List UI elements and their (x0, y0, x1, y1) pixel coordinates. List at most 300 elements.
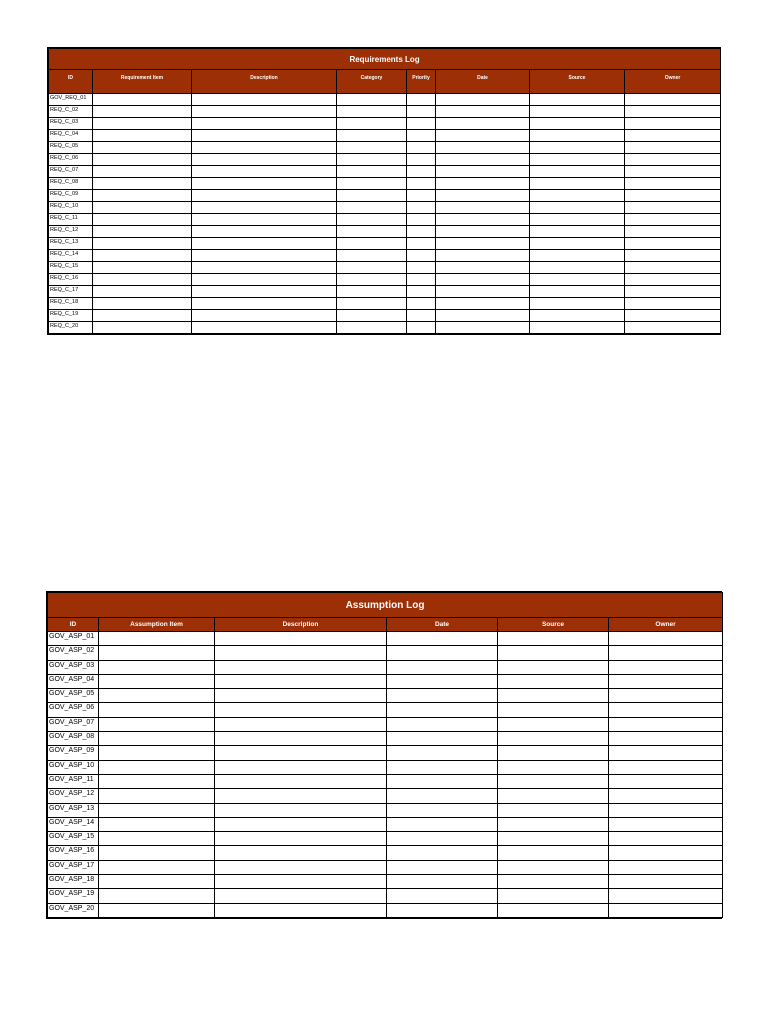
assumption-cell[interactable] (609, 746, 723, 760)
requirements-cell[interactable] (192, 214, 337, 226)
requirements-cell[interactable] (192, 286, 337, 298)
assumption-cell[interactable] (609, 760, 723, 774)
requirements-cell[interactable] (93, 130, 192, 142)
assumption-cell[interactable] (498, 632, 609, 646)
requirements-cell[interactable] (530, 214, 625, 226)
table-row (49, 190, 721, 202)
requirements-cell[interactable] (625, 310, 721, 322)
requirements-cell[interactable] (436, 274, 530, 286)
requirements-id-cell[interactable]: REQ_C_06 (49, 154, 93, 166)
assumption-id-cell[interactable]: GOV_ASP_05 (48, 689, 99, 703)
requirements-cell[interactable] (192, 226, 337, 238)
requirements-cell[interactable] (93, 238, 192, 250)
assumption-cell[interactable] (99, 674, 215, 688)
requirements-cell[interactable] (337, 154, 407, 166)
requirements-cell[interactable] (192, 142, 337, 154)
requirements-cell[interactable] (530, 322, 625, 334)
requirements-cell[interactable] (192, 154, 337, 166)
assumption-cell[interactable] (498, 832, 609, 846)
assumption-id-cell[interactable]: GOV_ASP_06 (48, 703, 99, 717)
requirements-cell[interactable] (625, 106, 721, 118)
requirements-cell[interactable] (530, 154, 625, 166)
assumption-cell[interactable] (498, 760, 609, 774)
requirements-cell[interactable] (625, 202, 721, 214)
requirements-cell[interactable] (407, 202, 436, 214)
requirements-cell[interactable] (407, 274, 436, 286)
assumption-id-cell[interactable]: GOV_ASP_02 (48, 646, 99, 660)
assumption-id-cell[interactable]: GOV_ASP_16 (48, 846, 99, 860)
assumption-cell[interactable] (215, 674, 387, 688)
requirements-cell[interactable] (192, 262, 337, 274)
requirements-cell[interactable] (407, 298, 436, 310)
requirements-cell[interactable] (407, 322, 436, 334)
requirements-cell[interactable] (93, 154, 192, 166)
requirements-cell[interactable] (436, 106, 530, 118)
requirements-cell[interactable] (93, 310, 192, 322)
requirements-cell[interactable] (407, 154, 436, 166)
assumption-cell[interactable] (99, 789, 215, 803)
requirements-cell[interactable] (192, 118, 337, 130)
assumption-column-header: Owner (609, 618, 723, 632)
assumption-cell[interactable] (387, 789, 498, 803)
assumption-cell[interactable] (609, 774, 723, 788)
requirements-cell[interactable] (530, 238, 625, 250)
requirements-cell[interactable] (530, 118, 625, 130)
requirements-cell[interactable] (625, 142, 721, 154)
requirements-cell[interactable] (337, 166, 407, 178)
assumption-cell[interactable] (215, 732, 387, 746)
requirements-cell[interactable] (93, 142, 192, 154)
assumption-cell[interactable] (609, 646, 723, 660)
requirements-id-cell[interactable]: REQ_C_10 (49, 202, 93, 214)
table-row (48, 832, 723, 846)
table-row (49, 166, 721, 178)
table-row (48, 674, 723, 688)
assumption-id-cell[interactable]: GOV_ASP_04 (48, 674, 99, 688)
assumption-cell[interactable] (99, 646, 215, 660)
assumption-cell[interactable] (498, 789, 609, 803)
requirements-cell[interactable] (93, 226, 192, 238)
requirements-cell[interactable] (407, 142, 436, 154)
table-row (49, 130, 721, 142)
requirements-cell[interactable] (530, 178, 625, 190)
requirements-cell[interactable] (530, 286, 625, 298)
requirements-cell[interactable] (436, 142, 530, 154)
requirements-column-header: Date (436, 70, 530, 94)
assumption-id-cell[interactable]: GOV_ASP_20 (48, 903, 99, 917)
requirements-id-cell[interactable]: REQ_C_04 (49, 130, 93, 142)
assumption-cell[interactable] (215, 689, 387, 703)
requirements-cell[interactable] (93, 106, 192, 118)
assumption-cell[interactable] (609, 875, 723, 889)
requirements-cell[interactable] (407, 226, 436, 238)
requirements-cell[interactable] (337, 106, 407, 118)
requirements-cell[interactable] (93, 214, 192, 226)
assumption-cell[interactable] (498, 732, 609, 746)
assumption-id-cell[interactable]: GOV_ASP_13 (48, 803, 99, 817)
requirements-cell[interactable] (93, 322, 192, 334)
assumption-cell[interactable] (215, 717, 387, 731)
assumption-cell[interactable] (99, 774, 215, 788)
requirements-cell[interactable] (192, 298, 337, 310)
requirements-cell[interactable] (192, 250, 337, 262)
assumption-cell[interactable] (99, 703, 215, 717)
requirements-cell[interactable] (625, 298, 721, 310)
assumption-cell[interactable] (498, 875, 609, 889)
requirements-cell[interactable] (625, 94, 721, 106)
requirements-cell[interactable] (530, 274, 625, 286)
requirements-cell[interactable] (407, 214, 436, 226)
assumption-cell[interactable] (609, 632, 723, 646)
table-row (48, 660, 723, 674)
requirements-cell[interactable] (407, 178, 436, 190)
assumption-cell[interactable] (387, 903, 498, 917)
assumption-cell[interactable] (609, 689, 723, 703)
assumption-cell[interactable] (99, 889, 215, 903)
requirements-cell[interactable] (93, 178, 192, 190)
assumption-cell[interactable] (215, 660, 387, 674)
assumption-cell[interactable] (215, 803, 387, 817)
requirements-cell[interactable] (530, 94, 625, 106)
assumption-id-cell[interactable]: GOV_ASP_03 (48, 660, 99, 674)
assumption-cell[interactable] (609, 674, 723, 688)
requirements-cell[interactable] (192, 130, 337, 142)
assumption-cell[interactable] (498, 774, 609, 788)
requirements-cell[interactable] (192, 106, 337, 118)
assumption-cell[interactable] (498, 746, 609, 760)
assumption-cell[interactable] (498, 703, 609, 717)
requirements-cell[interactable] (337, 262, 407, 274)
assumption-cell[interactable] (99, 817, 215, 831)
assumption-cell[interactable] (387, 732, 498, 746)
requirements-cell[interactable] (337, 142, 407, 154)
requirements-cell[interactable] (192, 274, 337, 286)
requirements-cell[interactable] (337, 226, 407, 238)
requirements-id-cell[interactable]: REQ_C_14 (49, 250, 93, 262)
assumption-cell[interactable] (387, 703, 498, 717)
assumption-cell[interactable] (215, 889, 387, 903)
requirements-cell[interactable] (625, 178, 721, 190)
assumption-cell[interactable] (387, 832, 498, 846)
table-row (49, 286, 721, 298)
assumption-cell[interactable] (498, 717, 609, 731)
requirements-cell[interactable] (436, 118, 530, 130)
requirements-cell[interactable] (436, 202, 530, 214)
assumption-id-cell[interactable]: GOV_ASP_07 (48, 717, 99, 731)
requirements-id-cell[interactable]: REQ_C_05 (49, 142, 93, 154)
requirements-id-cell[interactable]: REQ_C_11 (49, 214, 93, 226)
assumption-cell[interactable] (498, 846, 609, 860)
assumption-cell[interactable] (387, 860, 498, 874)
requirements-id-cell[interactable]: REQ_C_07 (49, 166, 93, 178)
requirements-cell[interactable] (93, 250, 192, 262)
assumption-cell[interactable] (215, 817, 387, 831)
table-row (49, 274, 721, 286)
requirements-cell[interactable] (337, 322, 407, 334)
requirements-cell[interactable] (436, 298, 530, 310)
requirements-cell[interactable] (625, 190, 721, 202)
table-row (48, 846, 723, 860)
assumption-id-cell[interactable]: GOV_ASP_12 (48, 789, 99, 803)
requirements-id-cell[interactable]: REQ_C_08 (49, 178, 93, 190)
requirements-cell[interactable] (337, 250, 407, 262)
assumption-cell[interactable] (609, 889, 723, 903)
requirements-cell[interactable] (93, 298, 192, 310)
requirements-cell[interactable] (407, 166, 436, 178)
assumption-cell[interactable] (498, 903, 609, 917)
requirements-cell[interactable] (337, 238, 407, 250)
requirements-cell[interactable] (407, 310, 436, 322)
requirements-id-cell[interactable]: REQ_C_16 (49, 274, 93, 286)
assumption-cell[interactable] (215, 632, 387, 646)
assumption-cell[interactable] (215, 646, 387, 660)
requirements-cell[interactable] (407, 262, 436, 274)
assumption-cell[interactable] (387, 689, 498, 703)
requirements-cell[interactable] (625, 118, 721, 130)
requirements-id-cell[interactable]: REQ_C_02 (49, 106, 93, 118)
requirements-cell[interactable] (436, 262, 530, 274)
requirements-id-cell[interactable]: REQ_C_18 (49, 298, 93, 310)
requirements-id-cell[interactable]: REQ_C_19 (49, 310, 93, 322)
requirements-cell[interactable] (625, 274, 721, 286)
requirements-cell[interactable] (407, 286, 436, 298)
assumption-cell[interactable] (387, 632, 498, 646)
assumption-id-cell[interactable]: GOV_ASP_14 (48, 817, 99, 831)
table-row (48, 860, 723, 874)
requirements-cell[interactable] (436, 286, 530, 298)
assumption-cell[interactable] (498, 660, 609, 674)
assumption-cell[interactable] (99, 746, 215, 760)
requirements-cell[interactable] (93, 262, 192, 274)
requirements-cell[interactable] (436, 226, 530, 238)
assumption-cell[interactable] (99, 760, 215, 774)
requirements-cell[interactable] (93, 118, 192, 130)
requirements-id-cell[interactable]: REQ_C_17 (49, 286, 93, 298)
requirements-id-cell[interactable]: REQ_C_12 (49, 226, 93, 238)
assumption-cell[interactable] (215, 903, 387, 917)
assumption-cell[interactable] (99, 832, 215, 846)
requirements-cell[interactable] (407, 106, 436, 118)
requirements-cell[interactable] (192, 310, 337, 322)
requirements-cell[interactable] (337, 286, 407, 298)
assumption-cell[interactable] (99, 875, 215, 889)
requirements-cell[interactable] (625, 154, 721, 166)
table-row (48, 803, 723, 817)
assumption-cell[interactable] (498, 860, 609, 874)
requirements-cell[interactable] (407, 130, 436, 142)
requirements-cell[interactable] (625, 166, 721, 178)
requirements-cell[interactable] (436, 190, 530, 202)
assumption-id-cell[interactable]: GOV_ASP_11 (48, 774, 99, 788)
requirements-cell[interactable] (530, 130, 625, 142)
assumption-cell[interactable] (215, 846, 387, 860)
requirements-cell[interactable] (436, 214, 530, 226)
assumption-cell[interactable] (99, 689, 215, 703)
assumption-id-cell[interactable]: GOV_ASP_15 (48, 832, 99, 846)
table-row (49, 262, 721, 274)
assumption-cell[interactable] (99, 717, 215, 731)
assumption-id-cell[interactable]: GOV_ASP_17 (48, 860, 99, 874)
assumption-cell[interactable] (215, 746, 387, 760)
requirements-cell[interactable] (93, 94, 192, 106)
requirements-cell[interactable] (93, 202, 192, 214)
requirements-cell[interactable] (337, 190, 407, 202)
assumption-cell[interactable] (215, 789, 387, 803)
assumption-cell[interactable] (99, 660, 215, 674)
requirements-cell[interactable] (530, 190, 625, 202)
assumption-cell[interactable] (387, 817, 498, 831)
requirements-cell[interactable] (436, 238, 530, 250)
requirements-cell[interactable] (192, 202, 337, 214)
assumption-cell[interactable] (215, 760, 387, 774)
requirements-id-cell[interactable]: REQ_C_09 (49, 190, 93, 202)
requirements-cell[interactable] (93, 274, 192, 286)
assumption-cell[interactable] (609, 846, 723, 860)
requirements-cell[interactable] (407, 250, 436, 262)
requirements-id-cell[interactable]: REQ_C_13 (49, 238, 93, 250)
requirements-cell[interactable] (625, 214, 721, 226)
assumption-cell[interactable] (609, 660, 723, 674)
requirements-cell[interactable] (337, 274, 407, 286)
requirements-cell[interactable] (337, 298, 407, 310)
assumption-cell[interactable] (609, 703, 723, 717)
assumption-cell[interactable] (99, 732, 215, 746)
requirements-cell[interactable] (625, 262, 721, 274)
assumption-cell[interactable] (498, 646, 609, 660)
assumption-cell[interactable] (215, 774, 387, 788)
requirements-cell[interactable] (625, 286, 721, 298)
requirements-cell[interactable] (530, 262, 625, 274)
requirements-cell[interactable] (192, 94, 337, 106)
assumption-cell[interactable] (387, 889, 498, 903)
assumption-cell[interactable] (609, 817, 723, 831)
requirements-cell[interactable] (530, 298, 625, 310)
requirements-cell[interactable] (192, 190, 337, 202)
assumption-cell[interactable] (215, 832, 387, 846)
requirements-cell[interactable] (436, 178, 530, 190)
requirements-cell[interactable] (93, 166, 192, 178)
assumption-cell[interactable] (387, 717, 498, 731)
requirements-cell[interactable] (530, 226, 625, 238)
assumption-id-cell[interactable]: GOV_ASP_01 (48, 632, 99, 646)
requirements-cell[interactable] (436, 166, 530, 178)
assumption-cell[interactable] (609, 860, 723, 874)
requirements-cell[interactable] (192, 322, 337, 334)
assumption-id-cell[interactable]: GOV_ASP_10 (48, 760, 99, 774)
assumption-cell[interactable] (387, 846, 498, 860)
requirements-table (48, 48, 721, 334)
assumption-cell[interactable] (609, 832, 723, 846)
assumption-cell[interactable] (387, 774, 498, 788)
requirements-cell[interactable] (530, 166, 625, 178)
requirements-id-cell[interactable]: REQ_C_20 (49, 322, 93, 334)
assumption-cell[interactable] (609, 803, 723, 817)
assumption-cell[interactable] (215, 703, 387, 717)
requirements-id-cell[interactable]: REQ_C_15 (49, 262, 93, 274)
assumption-id-cell[interactable]: GOV_ASP_08 (48, 732, 99, 746)
assumption-cell[interactable] (387, 803, 498, 817)
table-row (48, 774, 723, 788)
assumption-cell[interactable] (609, 789, 723, 803)
requirements-cell[interactable] (337, 310, 407, 322)
requirements-cell[interactable] (337, 178, 407, 190)
assumption-cell[interactable] (99, 846, 215, 860)
requirements-cell[interactable] (93, 190, 192, 202)
assumption-cell[interactable] (387, 875, 498, 889)
requirements-cell[interactable] (436, 94, 530, 106)
assumption-cell[interactable] (387, 674, 498, 688)
assumption-cell[interactable] (99, 860, 215, 874)
assumption-cell[interactable] (609, 732, 723, 746)
requirements-cell[interactable] (530, 310, 625, 322)
requirements-cell[interactable] (625, 322, 721, 334)
requirements-cell[interactable] (436, 250, 530, 262)
table-row (49, 118, 721, 130)
requirements-cell[interactable] (337, 130, 407, 142)
requirements-cell[interactable] (530, 142, 625, 154)
assumption-cell[interactable] (498, 803, 609, 817)
requirements-cell[interactable] (436, 310, 530, 322)
assumption-cell[interactable] (99, 803, 215, 817)
requirements-cell[interactable] (407, 190, 436, 202)
requirements-cell[interactable] (436, 130, 530, 142)
assumption-cell[interactable] (609, 717, 723, 731)
assumption-cell[interactable] (387, 760, 498, 774)
requirements-cell[interactable] (192, 238, 337, 250)
assumption-cell[interactable] (387, 660, 498, 674)
assumption-id-cell[interactable]: GOV_ASP_19 (48, 889, 99, 903)
requirements-cell[interactable] (192, 178, 337, 190)
table-row (48, 732, 723, 746)
requirements-cell[interactable] (407, 118, 436, 130)
assumption-id-cell[interactable]: GOV_ASP_18 (48, 875, 99, 889)
requirements-cell[interactable] (93, 286, 192, 298)
assumption-id-cell[interactable]: GOV_ASP_09 (48, 746, 99, 760)
requirements-cell[interactable] (625, 250, 721, 262)
table-row (49, 202, 721, 214)
assumption-cell[interactable] (99, 903, 215, 917)
assumption-cell[interactable] (498, 817, 609, 831)
table-row (48, 789, 723, 803)
assumption-cell[interactable] (387, 746, 498, 760)
requirements-cell[interactable] (530, 202, 625, 214)
assumption-cell[interactable] (99, 632, 215, 646)
requirements-cell[interactable] (436, 322, 530, 334)
requirements-cell[interactable] (625, 226, 721, 238)
requirements-cell[interactable] (407, 238, 436, 250)
requirements-id-cell[interactable]: REQ_C_03 (49, 118, 93, 130)
requirements-cell[interactable] (436, 154, 530, 166)
assumption-cell[interactable] (387, 646, 498, 660)
requirements-cell[interactable] (625, 130, 721, 142)
assumption-cell[interactable] (498, 889, 609, 903)
requirements-cell[interactable] (530, 106, 625, 118)
requirements-cell[interactable] (192, 166, 337, 178)
requirements-cell[interactable] (337, 94, 407, 106)
requirements-cell[interactable] (337, 202, 407, 214)
requirements-id-cell[interactable]: GOV_REQ_01 (49, 94, 93, 106)
assumption-cell[interactable] (215, 860, 387, 874)
requirements-cell[interactable] (337, 214, 407, 226)
requirements-cell[interactable] (407, 94, 436, 106)
assumption-cell[interactable] (498, 689, 609, 703)
assumption-cell[interactable] (498, 674, 609, 688)
requirements-cell[interactable] (337, 118, 407, 130)
requirements-cell[interactable] (530, 250, 625, 262)
requirements-cell[interactable] (625, 238, 721, 250)
assumption-cell[interactable] (215, 875, 387, 889)
assumption-cell[interactable] (609, 903, 723, 917)
